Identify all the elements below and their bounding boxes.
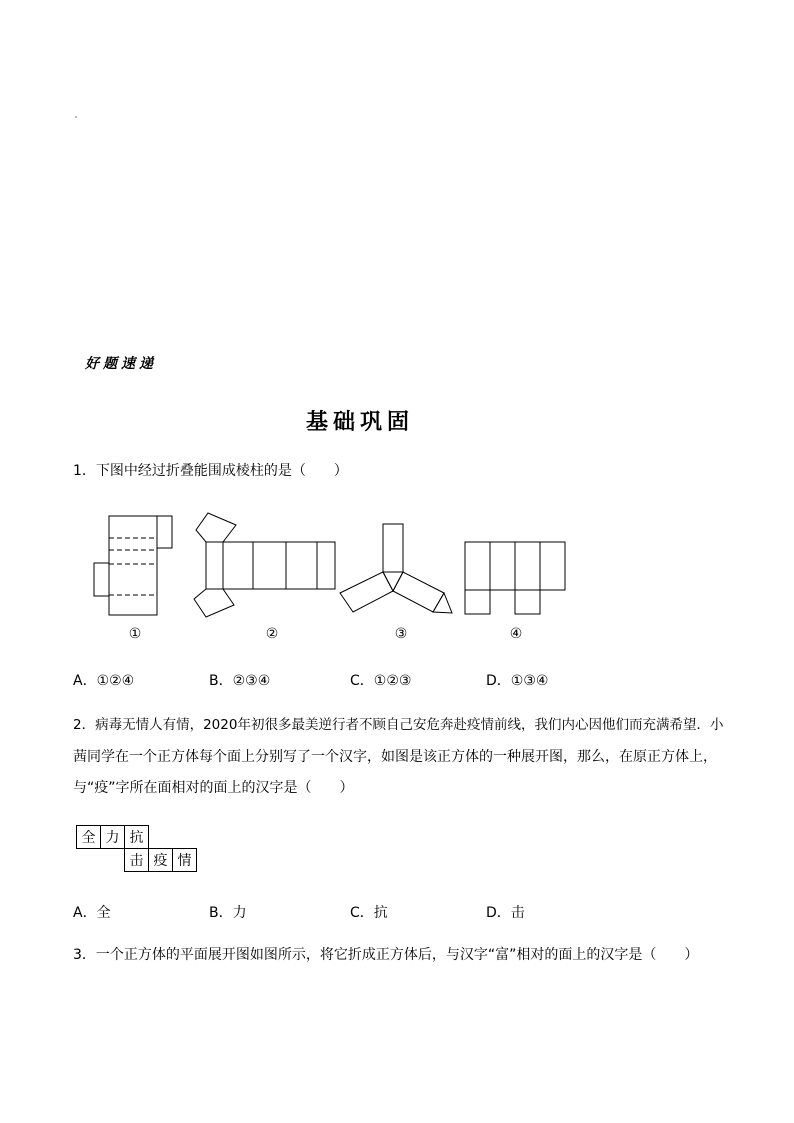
cube-net-table bbox=[76, 825, 197, 872]
net-cell: 击 bbox=[125, 849, 149, 872]
figure-1-net bbox=[94, 516, 172, 615]
figure-1-label: ① bbox=[128, 626, 142, 642]
q2-option-d[interactable]: D．击 bbox=[486, 905, 525, 921]
section-tag: 好题速递 bbox=[85, 356, 157, 372]
q2-option-a[interactable]: A．全 bbox=[73, 905, 111, 921]
net-cell: 全 bbox=[77, 826, 101, 849]
net-cell: 疫 bbox=[149, 849, 173, 872]
figure-2-net bbox=[194, 513, 335, 617]
net-cell: 力 bbox=[101, 826, 125, 849]
net-cell: 情 bbox=[173, 849, 197, 872]
question-2-line-2: 茜同学在一个正方体每个面上分别写了一个汉字，如图是该正方体的一种展开图，那么，在原正方体上， bbox=[73, 749, 717, 765]
q2-option-b[interactable]: B．力 bbox=[209, 905, 247, 921]
question-3-text: 3．一个正方体的平面展开图如图所示，将它折成正方体后，与汉字“富”相对的面上的汉字是（ ） bbox=[73, 947, 699, 963]
figure-3-label: ③ bbox=[394, 626, 408, 642]
q1-figures bbox=[80, 505, 580, 625]
q1-option-b[interactable]: B．②③④ bbox=[209, 673, 271, 689]
net-blank bbox=[101, 849, 125, 872]
figure-4-label: ④ bbox=[509, 626, 523, 642]
q1-option-a[interactable]: A．①②④ bbox=[73, 673, 135, 689]
q1-option-d[interactable]: D．①③④ bbox=[486, 673, 549, 689]
q1-option-c[interactable]: C．①②③ bbox=[350, 673, 412, 689]
figure-3-net bbox=[340, 524, 452, 613]
net-blank bbox=[173, 826, 197, 849]
scan-speck bbox=[75, 116, 77, 118]
net-blank bbox=[77, 849, 101, 872]
net-row bbox=[77, 826, 197, 849]
question-2-line-1: 2．病毒无情人有情，2020年初很多最美逆行者不顾自己安危奔赴疫情前线，我们内心因他们而充满希望．小 bbox=[73, 717, 724, 733]
figure-4-net bbox=[465, 542, 565, 614]
net-blank bbox=[149, 826, 173, 849]
question-1-text: 1．下图中经过折叠能围成棱柱的是（ ） bbox=[73, 463, 348, 479]
question-2-line-3: 与“疫”字所在面相对的面上的汉字是（ ） bbox=[73, 780, 354, 796]
q2-option-c[interactable]: C．抗 bbox=[350, 905, 388, 921]
figure-2-label: ② bbox=[265, 626, 279, 642]
section-title: 基础巩固 bbox=[305, 409, 414, 435]
net-cell: 抗 bbox=[125, 826, 149, 849]
net-row bbox=[77, 849, 197, 872]
